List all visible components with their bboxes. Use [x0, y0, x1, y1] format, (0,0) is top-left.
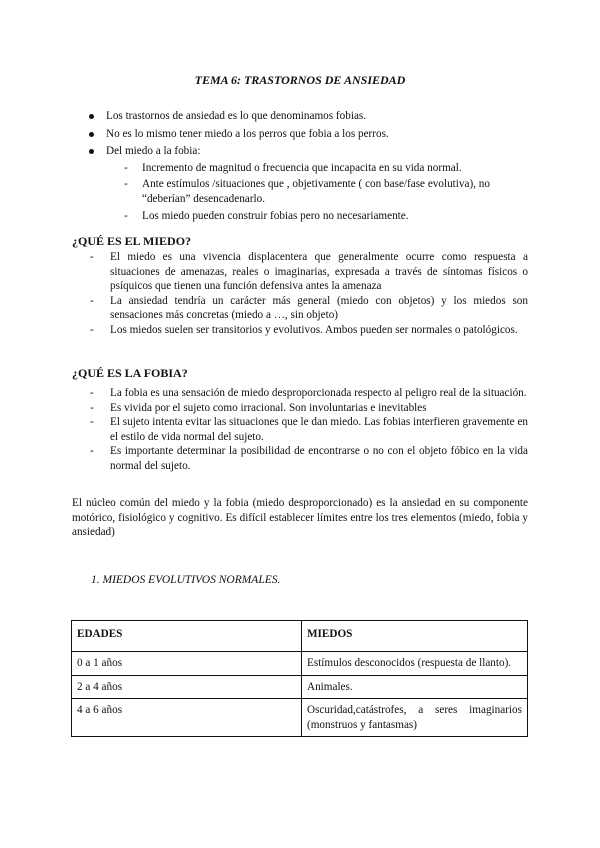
table-header-row	[72, 621, 528, 652]
header-edades: EDADES	[72, 621, 302, 652]
list-item: - Los miedo pueden construir fobias pero no necesariamente.	[124, 209, 528, 224]
list-item: - Es vivida por el sujeto como irracional. Son involuntarias e inevitables	[88, 401, 528, 416]
table-row	[72, 699, 528, 737]
table-cell: Oscuridad,catástrofes, a seres imaginarios (monstruos y fantasmas)	[302, 699, 528, 737]
miedo-list	[88, 250, 528, 338]
page-title: TEMA 6: TRASTORNOS DE ANSIEDAD	[194, 73, 406, 87]
list-item: - El sujeto intenta evitar las situaciones que le dan miedo. Las fobias interfieren gravemente en el estilo de vida normal del sujeto.	[88, 415, 528, 444]
list-item: No es lo mismo tener miedo a los perros que fobia a los perros.	[88, 127, 528, 142]
miedo-heading: ¿QUÉ ES EL MIEDO?	[72, 234, 192, 248]
list-item: - Ante estímulos /situaciones que , objetivamente ( con base/fase evolutiva), no “deberían” desencadenarlo.	[124, 177, 528, 206]
sub-bullet-list	[124, 161, 528, 223]
list-item: Del miedo a la fobia: - Incremento de magnitud o frecuencia que incapacita en su vida normal. - Ante estímulos /situaciones que , objetivamente ( con base/fase evolutiva), no “deberían” desencadenarlo. - Los miedo pueden construir fobias pero no necesariamente.	[88, 144, 528, 223]
list-item: - El miedo es una vivencia displacentera que generalmente ocurre como respuesta a situaciones de amenazas, reales o imaginarias, expresada a través de síntomas físicos o psíquicos que tienen una función defensiva antes la amenaza	[88, 250, 528, 294]
summary-paragraph: El núcleo común del miedo y la fobia (miedo desproporcionado) es la ansiedad en su componente motórico, fisiológico y cognitivo. Es difícil establecer límites entre los tres elementos (miedo, fobia y ansiedad)	[72, 497, 528, 539]
table-row	[72, 675, 528, 699]
intro-bullet-list	[88, 109, 528, 226]
list-item: - Los miedos suelen ser transitorios y evolutivos. Ambos pueden ser normales o patológicos.	[88, 323, 528, 338]
section-title: 1. MIEDOS EVOLUTIVOS NORMALES.	[91, 574, 281, 586]
table-cell: Animales.	[302, 675, 528, 699]
list-item: - La fobia es una sensación de miedo desproporcionada respecto al peligro real de la situación.	[88, 386, 528, 401]
table-cell: 0 a 1 años	[72, 652, 302, 676]
ages-table	[71, 620, 528, 737]
list-item: - Incremento de magnitud o frecuencia que incapacita en su vida normal.	[124, 161, 528, 176]
list-item: Los trastornos de ansiedad es lo que denominamos fobias.	[88, 109, 528, 124]
fobia-heading: ¿QUÉ ES LA FOBIA?	[72, 366, 188, 380]
list-item: - La ansiedad tendría un carácter más general (miedo con objetos) y los miedos son sensaciones más concretas (miedo a …, sin objeto)	[88, 294, 528, 323]
table-row	[72, 652, 528, 676]
table-cell: 2 a 4 años	[72, 675, 302, 699]
table-cell: 4 a 6 años	[72, 699, 302, 737]
list-item: - Es importante determinar la posibilidad de encontrarse o no con el objeto fóbico en la vida normal del sujeto.	[88, 444, 528, 473]
header-miedos: MIEDOS	[302, 621, 528, 652]
fobia-list	[88, 386, 528, 474]
table-cell: Estímulos desconocidos (respuesta de llanto).	[302, 652, 528, 676]
